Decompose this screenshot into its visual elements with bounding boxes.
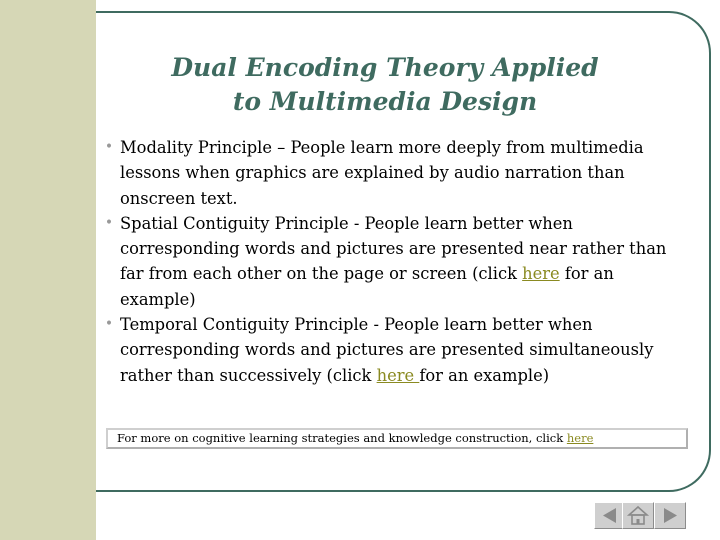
slide-title (100, 51, 670, 119)
triangle-left-icon (595, 503, 625, 528)
slide-sidebar (0, 0, 96, 540)
bullet-spatial-contiguity-principle (102, 211, 692, 312)
bullet-text: Spatial Contiguity Principle - People learn better when corresponding words and pictures are presented near rather than far from each other on the page or screen (click (120, 213, 667, 284)
bullet-text: Temporal Contiguity Principle - People learn better when corresponding words and pictures are presented simultaneously rather than successively (click (120, 315, 654, 385)
bullet-text: Modality Principle – People learn more deeply from multimedia lessons when graphics are explained by audio narration than onscreen text. (120, 138, 644, 208)
slide-title-line-2: to Multimedia Design (232, 87, 538, 116)
bullet-text-after: for an example) (120, 264, 614, 309)
home-button[interactable] (622, 502, 654, 529)
bullet-dot-icon: • (104, 139, 114, 155)
bullet-modality-principle (102, 135, 692, 211)
footer-note-text: For more on cognitive learning strategies and knowledge construction, click (117, 431, 567, 445)
spatial-example-link[interactable]: here (522, 264, 560, 284)
bullet-list (102, 135, 692, 388)
triangle-right-icon (655, 503, 685, 528)
temporal-example-link[interactable]: here (376, 365, 420, 385)
bullet-temporal-contiguity-principle (102, 312, 692, 388)
bullet-text-after: for an example) (419, 365, 550, 385)
bullet-dot-icon: • (104, 214, 114, 231)
next-slide-button[interactable] (654, 502, 686, 529)
footer-note-box (106, 428, 688, 449)
slide-title-line-1: Dual Encoding Theory Applied (171, 53, 599, 82)
bullet-dot-icon: • (104, 316, 114, 333)
footer-more-link[interactable]: here (566, 431, 594, 445)
home-icon (623, 503, 653, 528)
